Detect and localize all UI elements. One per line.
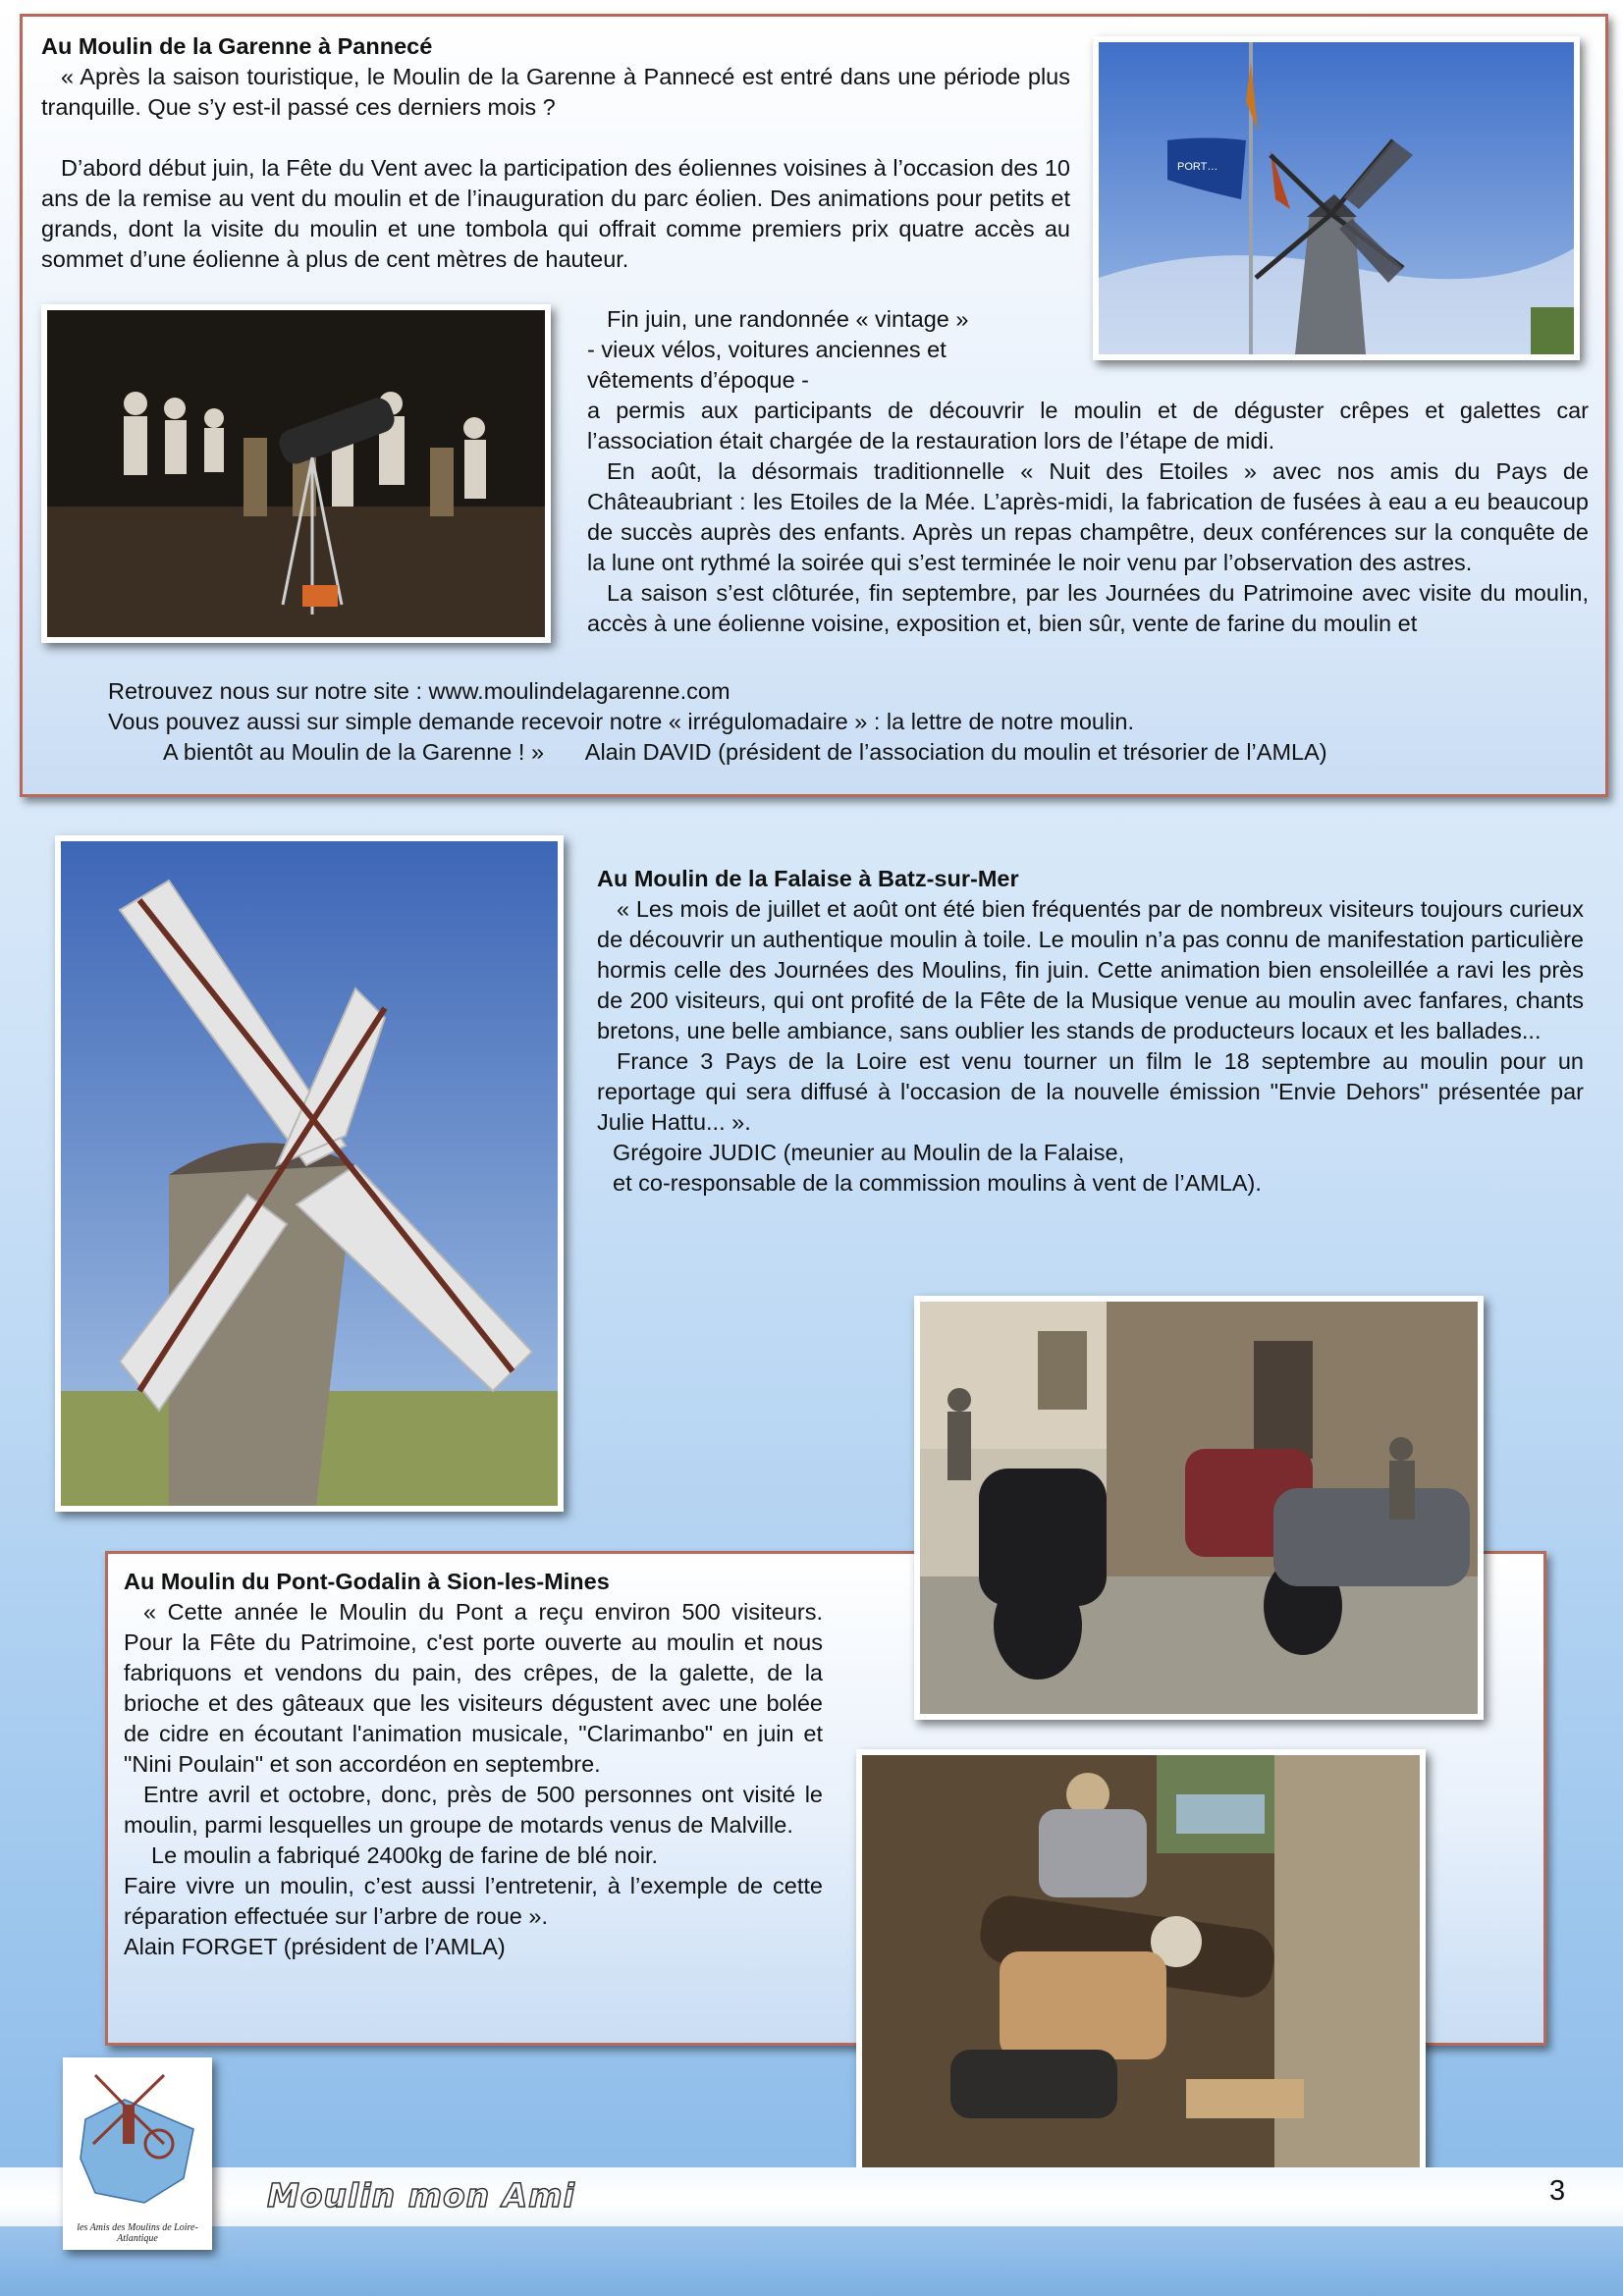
article-garenne-site: Retrouvez nous sur notre site : www.moulindelagarenne.com: [108, 678, 730, 704]
motorcycles-photo: [914, 1296, 1484, 1720]
magazine-name: Moulin mon Ami: [267, 2176, 575, 2215]
article-pont-godalin-para4: Faire vivre un moulin, c’est aussi l’entretenir, à l’exemple de cette réparation effectuée sur l’arbre de roue ».: [124, 1873, 823, 1929]
footer-band-blue: [0, 2226, 1623, 2296]
article-garenne-para3d: a permis aux participants de découvrir le moulin et de déguster crêpes et galettes car l’association était chargée de la restauration lors de l’étape de midi.: [587, 398, 1589, 454]
amla-logo-text: les Amis des Moulins de Loire-Atlantique: [77, 2222, 198, 2244]
article-garenne-para1: « Après la saison touristique, le Moulin de la Garenne à Pannecé est entré dans une période plus tranquille. Que s’y est-il passé ces derniers mois ?: [41, 64, 1070, 120]
article-pont-godalin-author: Alain FORGET (président de l’AMLA): [124, 1934, 506, 1959]
article-garenne-para4: En août, la désormais traditionnelle « Nuit des Etoiles » avec nos amis du Pays de Châteaubriant : les Etoiles de la Mée. L’après-midi, la fabrication de fusées à eau a eu beaucoup de succès auprès des enfants. Après un repas champêtre, deux conférences sur la conquête de la lune ont rythmé la soirée qui s’est terminée le noir venu par l’observation des astres.: [587, 458, 1589, 575]
nuit-des-etoiles-photo: [41, 304, 551, 643]
article-garenne-signoff: A bientôt au Moulin de la Garenne ! »: [163, 739, 545, 765]
article-garenne-para3c: vêtements d’époque -: [587, 367, 810, 393]
article-pont-godalin-para2: Entre avril et octobre, donc, près de 500 personnes ont visité le moulin, parmi lesquelles un groupe de motards venus de Malville.: [124, 1782, 823, 1838]
article-pont-godalin-para1: « Cette année le Moulin du Pont a reçu environ 500 visiteurs. Pour la Fête du Patrimoine, c'est porte ouverte au moulin et nous fabriquons et vendons du pain, des crêpes, de la galette, de la brioche et des gâteaux que les visiteurs dégustent avec une bolée de cidre en écoutant l'animation musicale, "Clarimanbo" en juin et "Nini Poulain" et son accordéon en septembre.: [124, 1599, 823, 1777]
amla-logo: [63, 2057, 212, 2250]
article-pont-godalin-para3: Le moulin a fabriqué 2400kg de farine de blé noir.: [151, 1842, 659, 1868]
article-garenne-para3a: Fin juin, une randonnée « vintage »: [607, 306, 969, 332]
article-pont-godalin-title: Au Moulin du Pont-Godalin à Sion-les-Mines: [124, 1569, 610, 1594]
flag-text: PORT…: [1177, 161, 1218, 173]
article-falaise-para2: France 3 Pays de la Loire est venu tourner un film le 18 septembre au moulin pour un reportage qui sera diffusé à l'occasion de la nouvelle émission "Envie Dehors" présentée par Julie Hattu... ».: [597, 1048, 1584, 1135]
article-falaise-author2: et co-responsable de la commission moulins à vent de l’AMLA).: [613, 1170, 1262, 1196]
article-garenne-newsletter: Vous pouvez aussi sur simple demande recevoir notre « irrégulomadaire » : la lettre de notre moulin.: [108, 709, 1134, 734]
article-falaise: [597, 864, 1584, 1199]
article-garenne-footer: [108, 676, 1561, 768]
article-garenne-intro: [41, 31, 1070, 275]
article-garenne-randonnee: [587, 304, 1589, 639]
article-garenne-author: Alain DAVID (président de l’association du moulin et trésorier de l’AMLA): [584, 739, 1327, 765]
article-garenne-para2: D’abord début juin, la Fête du Vent avec la participation des éoliennes voisines à l’occasion des 10 ans de la remise au vent du moulin et de l’inauguration du parc éolien. Des animations pour petits et grands, dont la visite du moulin et une tombola qui offrait comme premiers prix quatre accès au sommet d’une éolienne à plus de cent mètres de hauteur.: [41, 155, 1070, 272]
footer-band: [0, 2167, 1623, 2226]
article-garenne-para3b: - vieux vélos, voitures anciennes et: [587, 337, 947, 362]
article-falaise-title: Au Moulin de la Falaise à Batz-sur-Mer: [597, 866, 1019, 891]
wheel-shaft-repair-photo: [856, 1749, 1426, 2173]
article-garenne-para5: La saison s’est clôturée, fin septembre, par les Journées du Patrimoine avec visite du moulin, accès à une éolienne voisine, exposition et, bien sûr, vente de farine du moulin et: [587, 580, 1589, 636]
article-falaise-author1: Grégoire JUDIC (meunier au Moulin de la Falaise,: [613, 1140, 1125, 1165]
page-number: 3: [1549, 2175, 1566, 2207]
windmill-falaise-photo: [55, 835, 564, 1512]
article-pont-godalin: [124, 1567, 823, 1962]
article-garenne-title: Au Moulin de la Garenne à Pannecé: [41, 33, 433, 59]
article-falaise-para1: « Les mois de juillet et août ont été bien fréquentés par de nombreux visiteurs toujours curieux de découvrir un authentique moulin à toile. Le moulin n’a pas connu de manifestation particulière hormis celle des Journées des Moulins, fin juin. Cette animation bien ensoleillée a ravi les près de 200 visiteurs, qui ont profité de la Fête de la Musique venue au moulin avec fanfares, chants bretons, une belle ambiance, sans oublier les stands de producteurs locaux et les ballades...: [597, 896, 1584, 1043]
